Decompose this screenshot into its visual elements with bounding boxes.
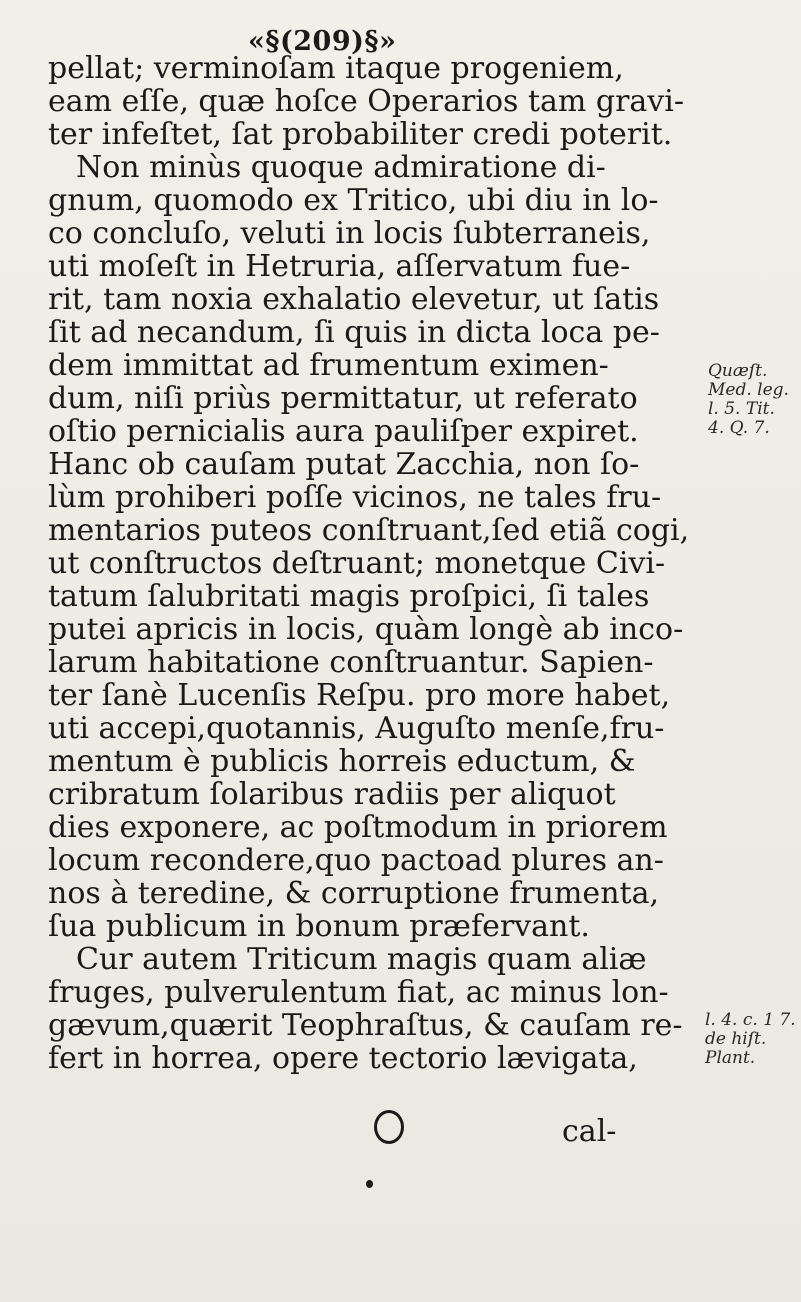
text-line: ſua publicum in bonum præfervant. xyxy=(48,909,590,944)
text-line: Hanc ob cauſam putat Zacchia, non ſo- xyxy=(48,447,640,482)
text-line: larum habitatione conſtruantur. Sapien- xyxy=(48,645,654,680)
text-line: mentum è publicis horreis eductum, & xyxy=(48,744,636,779)
text-line: uti accepi,quotannis, Auguſto menſe,fru- xyxy=(48,711,665,746)
text-line: tatum ſalubritati magis proſpici, ſi tales xyxy=(48,579,650,614)
text-line: cribratum ſolaribus radiis per aliquot xyxy=(48,777,616,812)
margin-note-line: l. 4. c. 1 7. xyxy=(705,1010,796,1030)
page-header: «§(209)§» xyxy=(248,26,397,57)
text-line: fruges, pulverulentum fiat, ac minus lon- xyxy=(48,975,669,1010)
text-line: gævum,quærit Teophraſtus, & cauſam re- xyxy=(48,1008,683,1043)
text-line: co concluſo, veluti in locis ſubterraneis, xyxy=(48,216,651,251)
text-line: uti moſeſt in Hetruria, aſſervatum fue- xyxy=(48,249,631,284)
text-line: putei apricis in locis, quàm longè ab inco- xyxy=(48,612,684,647)
catchword: cal- xyxy=(562,1114,617,1149)
text-line: gnum, quomodo ex Tritico, ubi diu in lo- xyxy=(48,183,659,218)
text-line: pellat; verminoſam itaque progeniem, xyxy=(48,51,624,86)
text-line: lùm prohiberi poſſe vicinos, ne tales fru- xyxy=(48,480,662,515)
margin-note-citation xyxy=(708,362,789,438)
text-line: mentarios puteos conſtruant,ſed etiã cogi, xyxy=(48,513,690,548)
ink-dot-ornament xyxy=(366,1180,373,1188)
signature-mark-ornament xyxy=(374,1110,404,1144)
text-line: dem immittat ad frumentum eximen- xyxy=(48,348,609,383)
text-line: oſtio pernicialis aura pauliſper expiret. xyxy=(48,414,639,449)
text-line: ter infeſtet, ſat probabiliter credi poterit. xyxy=(48,117,673,152)
main-text-block xyxy=(48,52,698,1075)
text-line: eam eſſe, quæ hoſce Operarios tam gravi- xyxy=(48,84,684,119)
margin-note-line: Quæſt. xyxy=(708,361,768,381)
margin-note-line: l. 5. Tit. xyxy=(708,399,775,419)
text-line: Cur autem Triticum magis quam aliæ xyxy=(76,942,647,977)
text-line: ſit ad necandum, ſi quis in dicta loca pe- xyxy=(48,315,660,350)
text-line: dies exponere, ac poſtmodum in priorem xyxy=(48,810,668,845)
text-line: rit, tam noxia exhalatio elevetur, ut ſatis xyxy=(48,282,660,317)
margin-note-line: Med. leg. xyxy=(708,380,789,400)
text-line: ter ſanè Lucenſis Reſpu. pro more habet, xyxy=(48,678,671,713)
text-line: fert in horrea, opere tectorio lævigata, xyxy=(48,1041,638,1076)
margin-note-citation xyxy=(705,1011,796,1068)
text-line: Non minùs quoque admiratione di- xyxy=(76,150,606,185)
margin-note-line: de hiſt. xyxy=(705,1029,767,1049)
text-line: ut conſtructos deſtruant; monetque Civi- xyxy=(48,546,666,581)
text-line: locum recondere,quo pactoad plures an- xyxy=(48,843,664,878)
margin-note-line: 4. Q. 7. xyxy=(708,418,770,438)
text-line: dum, niſi priùs permittatur, ut referato xyxy=(48,381,638,416)
text-line: nos à teredine, & corruptione frumenta, xyxy=(48,876,659,911)
margin-note-line: Plant. xyxy=(705,1048,756,1068)
